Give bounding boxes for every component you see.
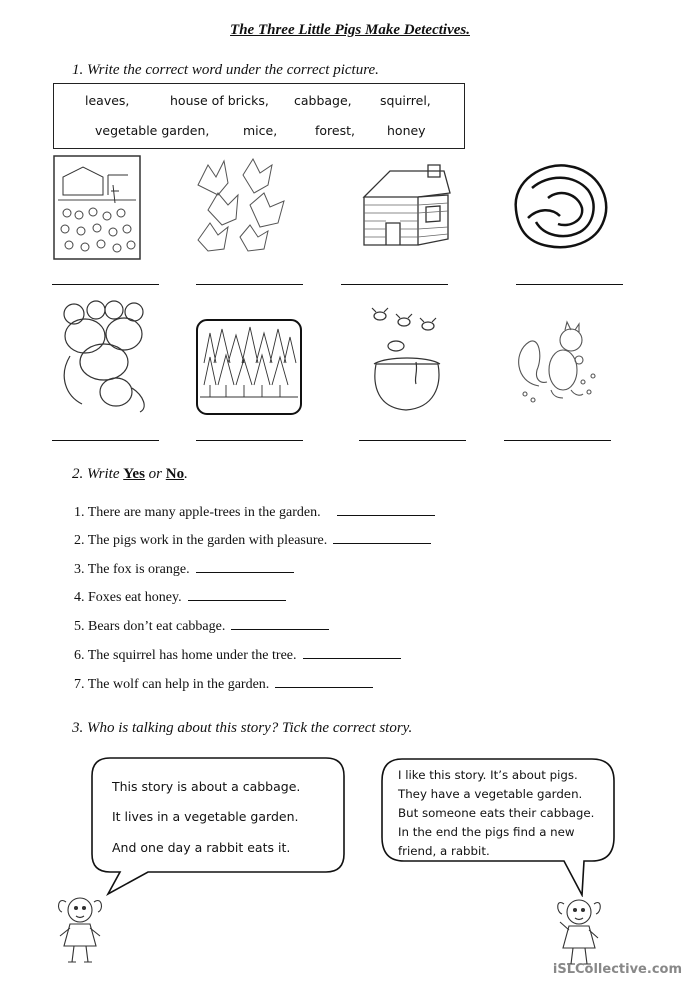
bubble-2-line-1: I like this story. It’s about pigs.: [398, 768, 578, 782]
task2-period: .: [184, 466, 188, 482]
bubble-2-line-5: friend, a rabbit.: [398, 844, 490, 858]
answer-line-2[interactable]: [196, 284, 303, 285]
task2-prefix: 2. Write: [72, 466, 120, 482]
task2-instruction: [72, 466, 188, 483]
question-7: [74, 675, 373, 693]
girl-left-icon: [52, 888, 108, 968]
answer-line-5[interactable]: [52, 440, 159, 441]
answer-line-4[interactable]: [516, 284, 623, 285]
answer-line-6[interactable]: [196, 440, 303, 441]
forest-picture: [196, 319, 302, 415]
question-1-blank[interactable]: [337, 503, 435, 516]
question-6-text: 6. The squirrel has home under the tree.: [74, 648, 297, 663]
question-4-blank[interactable]: [188, 588, 286, 601]
bubble-2-line-2: They have a vegetable garden.: [398, 787, 583, 801]
word-honey: honey: [387, 123, 426, 138]
word-mice: mice,: [243, 123, 278, 138]
question-1: [74, 503, 435, 521]
question-4: [74, 588, 286, 606]
question-6-blank[interactable]: [303, 646, 401, 659]
word-house-of-bricks: house of bricks,: [170, 93, 269, 108]
word-squirrel: squirrel,: [380, 93, 431, 108]
bubble-1-line-2: It lives in a vegetable garden.: [112, 809, 299, 824]
vegetable-garden-picture: [53, 155, 141, 260]
word-cabbage: cabbage,: [294, 93, 352, 108]
leaves-picture: [188, 155, 294, 255]
question-7-text: 7. The wolf can help in the garden.: [74, 677, 270, 692]
question-2: [74, 531, 431, 549]
question-7-blank[interactable]: [275, 675, 373, 688]
house-of-bricks-picture: [356, 163, 454, 253]
task2-yes: Yes: [123, 466, 145, 482]
mice-picture: [52, 296, 156, 414]
bubble-1-line-3: And one day a rabbit eats it.: [112, 840, 291, 855]
bubble-2-line-4: In the end the pigs find a new: [398, 825, 575, 839]
question-3-text: 3. The fox is orange.: [74, 562, 190, 577]
squirrel-picture: [511, 316, 603, 414]
bubble-2-line-3: But someone eats their cabbage.: [398, 806, 595, 820]
task2-no: No: [165, 466, 185, 482]
task3-instruction: 3. Who is talking about this story? Tick the correct story.: [72, 720, 413, 736]
girl-right-icon: [552, 892, 606, 972]
question-1-text: 1. There are many apple-trees in the garden.: [74, 505, 321, 520]
bubble-1-line-1: This story is about a cabbage.: [112, 779, 301, 794]
question-2-blank[interactable]: [333, 531, 431, 544]
watermark: iSLCollective.com: [552, 962, 682, 977]
question-2-text: 2. The pigs work in the garden with pleasure.: [74, 533, 328, 548]
word-leaves: leaves,: [85, 93, 130, 108]
question-4-text: 4. Foxes eat honey.: [74, 590, 182, 605]
question-5-text: 5. Bears don’t eat cabbage.: [74, 619, 226, 634]
question-5-blank[interactable]: [231, 617, 329, 630]
word-vegetable-garden: vegetable garden,: [95, 123, 210, 138]
question-6: [74, 646, 401, 664]
word-box: [53, 83, 465, 149]
question-5: [74, 617, 329, 635]
answer-line-8[interactable]: [504, 440, 611, 441]
page-title: The Three Little Pigs Make Detectives.: [230, 22, 470, 38]
answer-line-3[interactable]: [341, 284, 448, 285]
answer-line-7[interactable]: [359, 440, 466, 441]
question-3-blank[interactable]: [196, 560, 294, 573]
word-forest: forest,: [315, 123, 355, 138]
question-3: [74, 560, 294, 578]
speech-bubble-1: [88, 756, 348, 896]
cabbage-picture: [508, 158, 614, 254]
answer-line-1[interactable]: [52, 284, 159, 285]
honey-picture: [366, 306, 452, 416]
task2-or: or: [148, 466, 163, 482]
task1-instruction: 1. Write the correct word under the correct picture.: [72, 62, 379, 78]
